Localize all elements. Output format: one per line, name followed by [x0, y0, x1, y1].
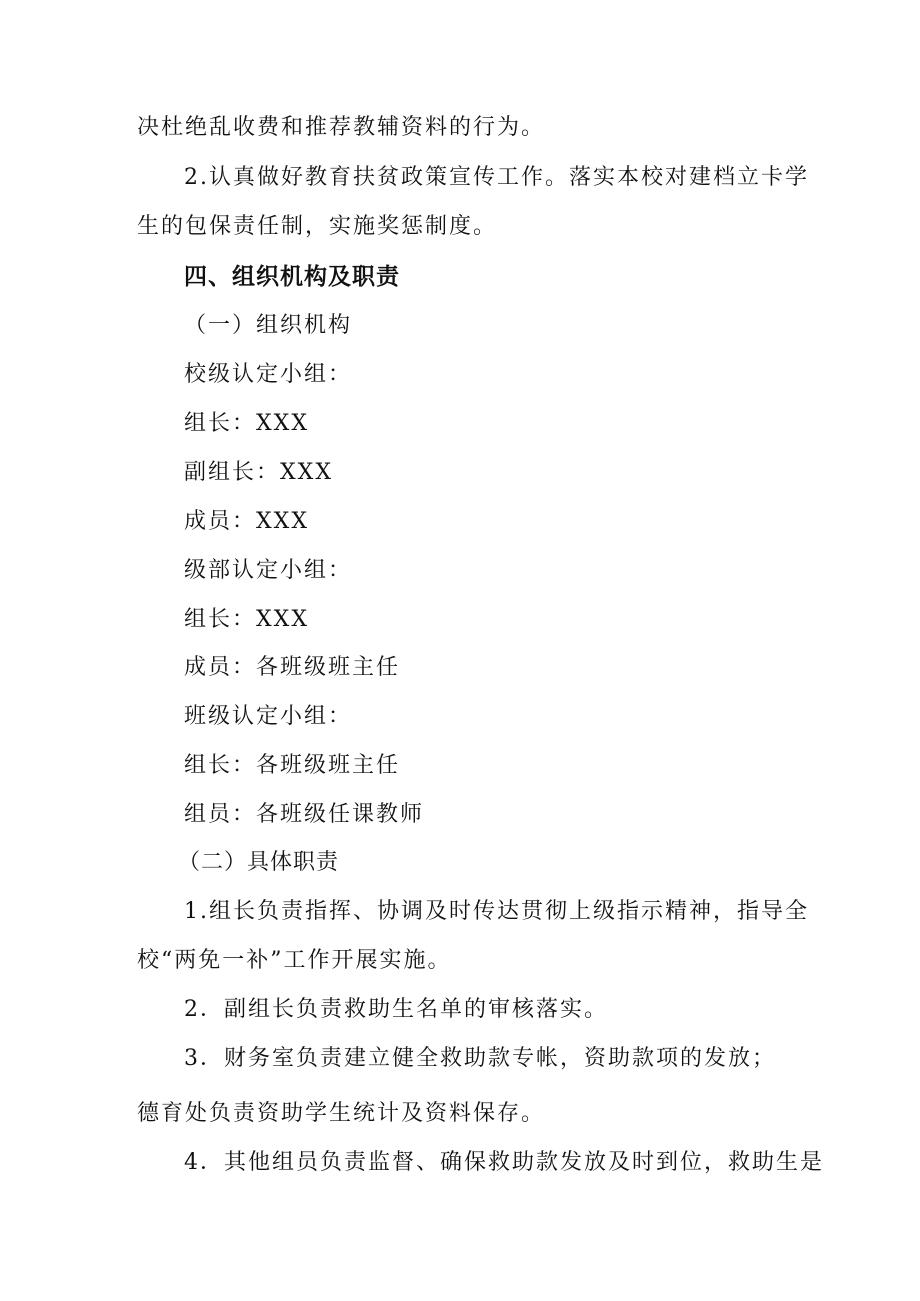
- member-line: 成员：各班级班主任: [184, 655, 401, 680]
- member-line: 组长：各班级班主任: [184, 753, 401, 778]
- member-line: 组长：XXX: [184, 607, 309, 632]
- paragraph-line: 校“两免一补”工作开展实施。: [137, 948, 452, 973]
- paragraph-line: 4．其他组员负责监督、确保救助款发放及时到位，救助生是: [184, 1150, 824, 1175]
- paragraph-line: 决杜绝乱收费和推荐教辅资料的行为。: [137, 115, 546, 140]
- paragraph-line: 2．副组长负责救助生名单的审核落实。: [184, 997, 608, 1022]
- group-title: 班级认定小组：: [184, 704, 353, 729]
- member-line: 副组长：XXX: [184, 460, 333, 485]
- paragraph-line: 2.认真做好教育扶贫政策宣传工作。落实本校对建档立卡学: [184, 165, 809, 190]
- group-title: 校级认定小组：: [184, 362, 353, 387]
- subsection-heading: （一）组织机构: [184, 313, 353, 338]
- member-line: 组长：XXX: [184, 411, 309, 436]
- member-line: 成员：XXX: [184, 509, 309, 534]
- paragraph-line: 生的包保责任制，实施奖惩制度。: [137, 214, 498, 239]
- subsection-heading: （二）具体职责: [178, 850, 340, 875]
- paragraph-line: 3．财务室负责建立健全救助款专帐，资助款项的发放；: [184, 1046, 776, 1071]
- paragraph-line: 德育处负责资助学生统计及资料保存。: [137, 1101, 546, 1126]
- group-title: 级部认定小组：: [184, 558, 353, 583]
- section-heading: 四、组织机构及职责: [184, 264, 400, 290]
- paragraph-line: 1.组长负责指挥、协调及时传达贯彻上级指示精神，指导全: [184, 899, 809, 924]
- member-line: 组员：各班级任课教师: [184, 802, 425, 827]
